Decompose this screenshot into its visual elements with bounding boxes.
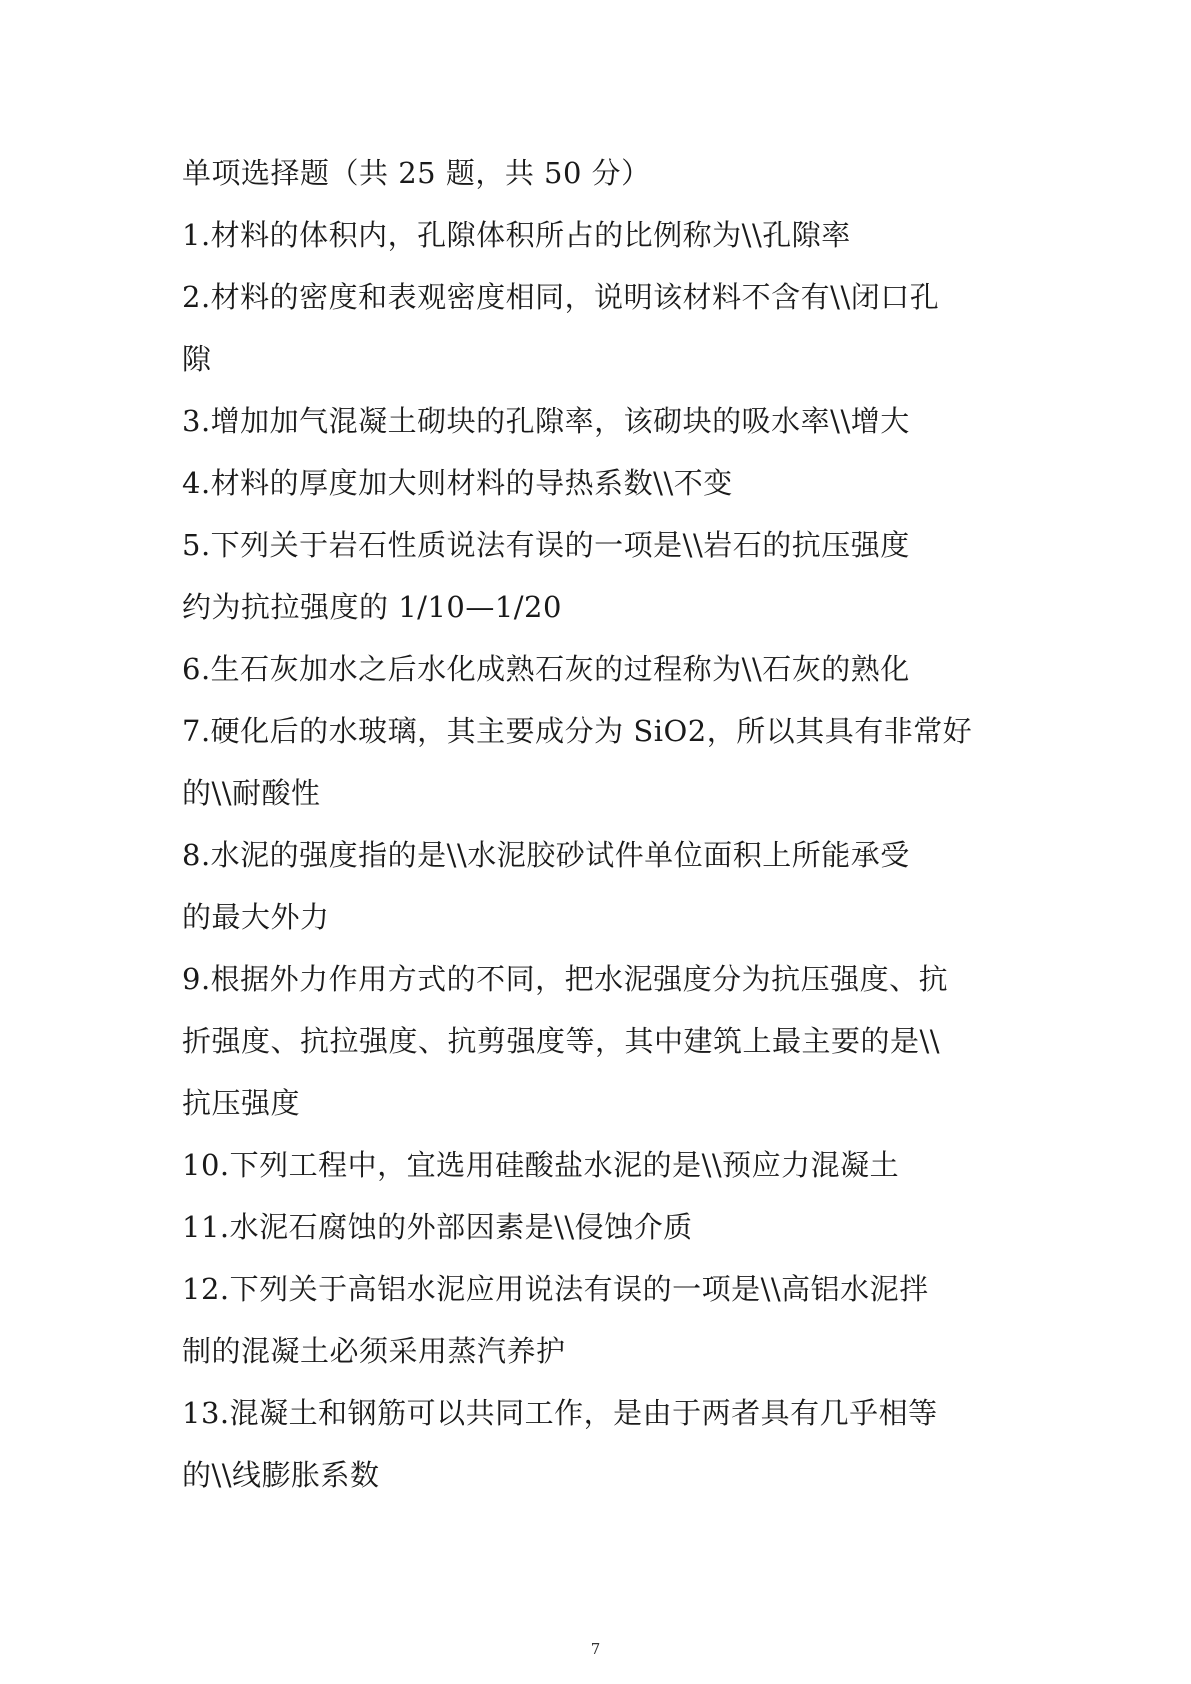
question-line: 的\\耐酸性 xyxy=(182,776,321,810)
question-line: 13.混凝土和钢筋可以共同工作，是由于两者具有几乎相等 xyxy=(182,1396,938,1430)
question-line: 隙 xyxy=(182,342,212,376)
question-line: 3.增加加气混凝土砌块的孔隙率，该砌块的吸水率\\增大 xyxy=(182,404,910,438)
question-line: 约为抗拉强度的 1/10—1/20 xyxy=(182,590,562,624)
question-line: 8.水泥的强度指的是\\水泥胶砂试件单位面积上所能承受 xyxy=(182,838,910,872)
question-line: 9.根据外力作用方式的不同，把水泥强度分为抗压强度、抗 xyxy=(182,962,949,996)
question-line: 1.材料的体积内，孔隙体积所占的比例称为\\孔隙率 xyxy=(182,218,851,252)
question-line: 7.硬化后的水玻璃，其主要成分为 SiO2，所以其具有非常好 xyxy=(182,714,973,748)
question-line: 11.水泥石腐蚀的外部因素是\\侵蚀介质 xyxy=(182,1210,693,1244)
section-heading: 单项选择题（共 25 题，共 50 分） xyxy=(182,156,651,190)
document-body xyxy=(182,142,1022,1506)
question-line: 的最大外力 xyxy=(182,900,330,934)
question-line: 制的混凝土必须采用蒸汽养护 xyxy=(182,1334,566,1368)
question-line: 4.材料的厚度加大则材料的导热系数\\不变 xyxy=(182,466,733,500)
question-line: 抗压强度 xyxy=(182,1086,301,1120)
question-line: 2.材料的密度和表观密度相同，说明该材料不含有\\闭口孔 xyxy=(182,280,940,314)
question-line: 10.下列工程中，宜选用硅酸盐水泥的是\\预应力混凝土 xyxy=(182,1148,900,1182)
question-line: 12.下列关于高铝水泥应用说法有误的一项是\\高铝水泥拌 xyxy=(182,1272,929,1306)
question-line: 折强度、抗拉强度、抗剪强度等，其中建筑上最主要的是\\ xyxy=(182,1024,941,1058)
question-line: 5.下列关于岩石性质说法有误的一项是\\岩石的抗压强度 xyxy=(182,528,910,562)
question-line: 6.生石灰加水之后水化成熟石灰的过程称为\\石灰的熟化 xyxy=(182,652,910,686)
page-number: 7 xyxy=(590,1640,601,1658)
question-line: 的\\线膨胀系数 xyxy=(182,1458,380,1492)
